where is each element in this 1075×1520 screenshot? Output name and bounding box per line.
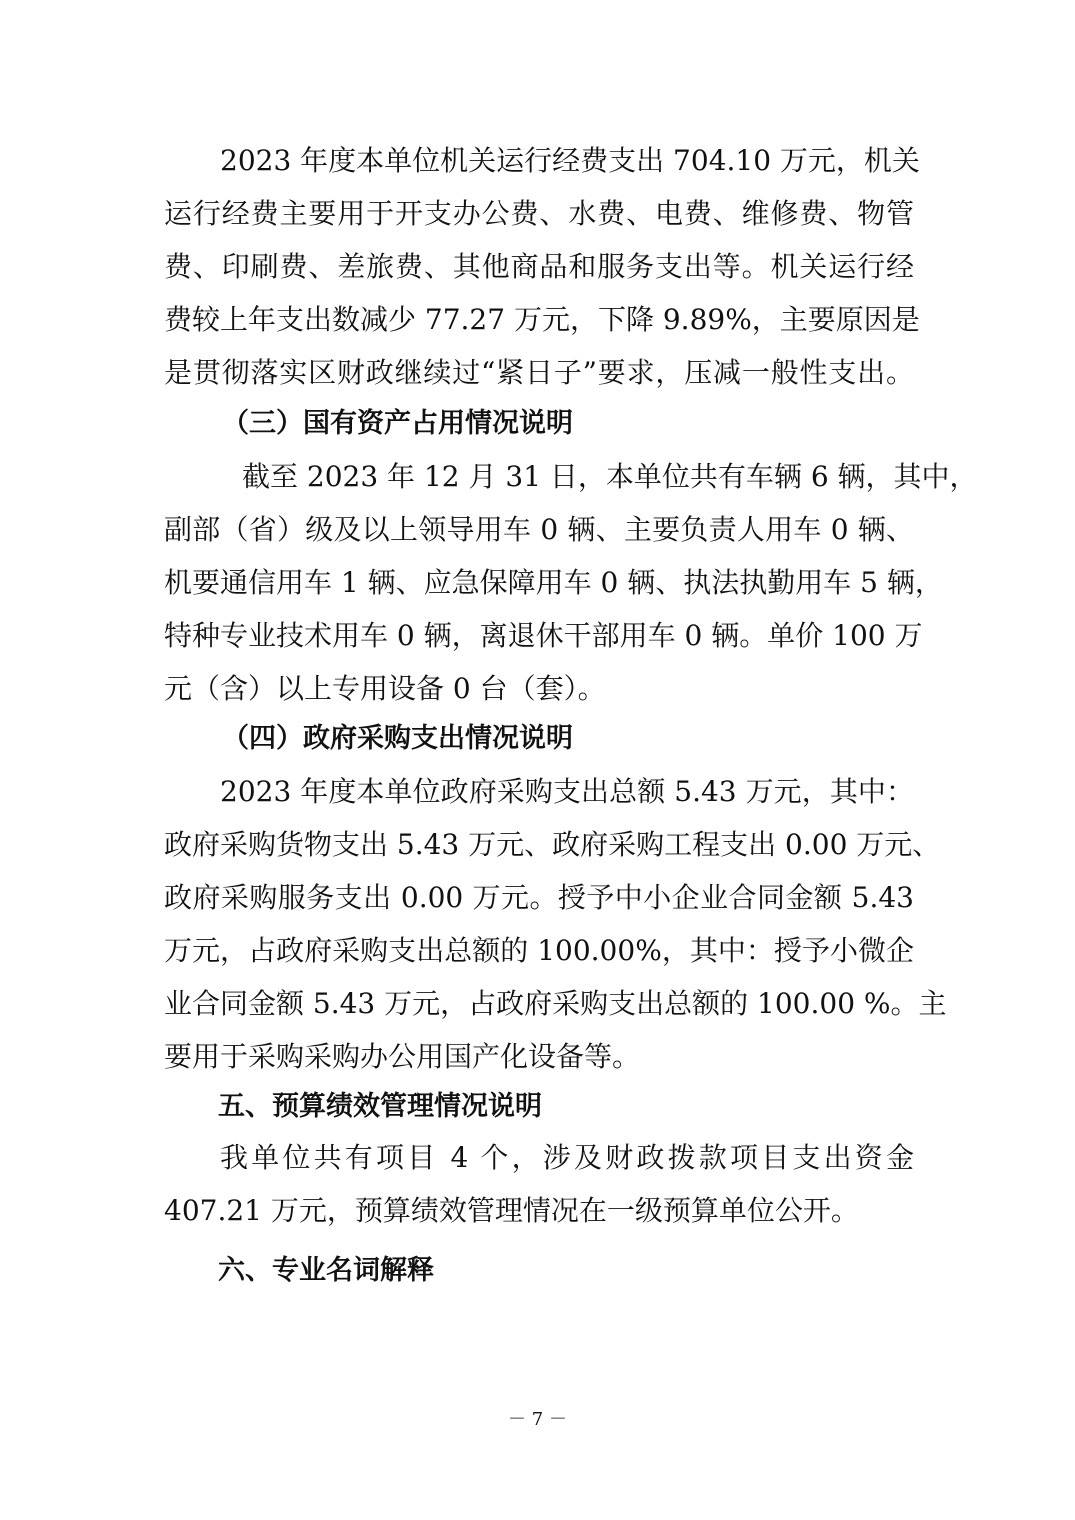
text-line: 2023 年度本单位政府采购支出总额 5.43 万元，其中： [220,775,914,808]
section-heading-state-assets: （三）国有资产占用情况说明 [222,408,573,439]
text-line: 特种专业技术用车 0 辆，离退休干部用车 0 辆。单价 100 万 [164,619,923,652]
text-line: 机要通信用车 1 辆、应急保障用车 0 辆、执法执勤用车 5 辆， [164,566,943,599]
text-line: 费、印刷费、差旅费、其他商品和服务支出等。机关运行经 [164,250,914,283]
text-line: 2023 年度本单位机关运行经费支出 704.10 万元，机关 [220,144,920,177]
text-line: 政府采购服务支出 0.00 万元。授予中小企业合同金额 5.43 [164,881,914,914]
paragraph-operating-expenses [164,134,920,399]
section-heading-performance-management: 五、预算绩效管理情况说明 [218,1091,542,1122]
text-line: 是贯彻落实区财政继续过“紧日子”要求，压减一般性支出。 [164,356,914,389]
text-line: 万元，占政府采购支出总额的 100.00%，其中：授予小微企 [164,934,914,967]
section-heading-government-procurement: （四）政府采购支出情况说明 [222,723,573,754]
section-heading-terminology: 六、专业名词解释 [218,1255,434,1286]
text-line: 截至 2023 年 12 月 31 日，本单位共有车辆 6 辆，其中， [242,460,978,493]
text-line: 副部（省）级及以上领导用车 0 辆、主要负责人用车 0 辆、 [164,513,914,546]
text-line: 费较上年支出数减少 77.27 万元，下降 9.89%，主要原因是 [164,303,920,336]
text-line: 业合同金额 5.43 万元，占政府采购支出总额的 100.00 %。主 [164,987,947,1020]
text-line: 元（含）以上专用设备 0 台（套）。 [164,672,606,705]
paragraph-state-assets [164,450,978,715]
paragraph-performance-management [164,1131,914,1237]
paragraph-government-procurement [164,765,947,1083]
page-number: － 7 － [508,1409,567,1430]
text-line: 我单位共有项目 4 个，涉及财政拨款项目支出资金 [220,1141,914,1174]
text-line: 运行经费主要用于开支办公费、水费、电费、维修费、物管 [164,197,914,230]
text-line: 407.21 万元，预算绩效管理情况在一级预算单位公开。 [164,1194,859,1227]
text-line: 要用于采购采购办公用国产化设备等。 [164,1040,641,1073]
text-line: 政府采购货物支出 5.43 万元、政府采购工程支出 0.00 万元、 [164,828,941,861]
